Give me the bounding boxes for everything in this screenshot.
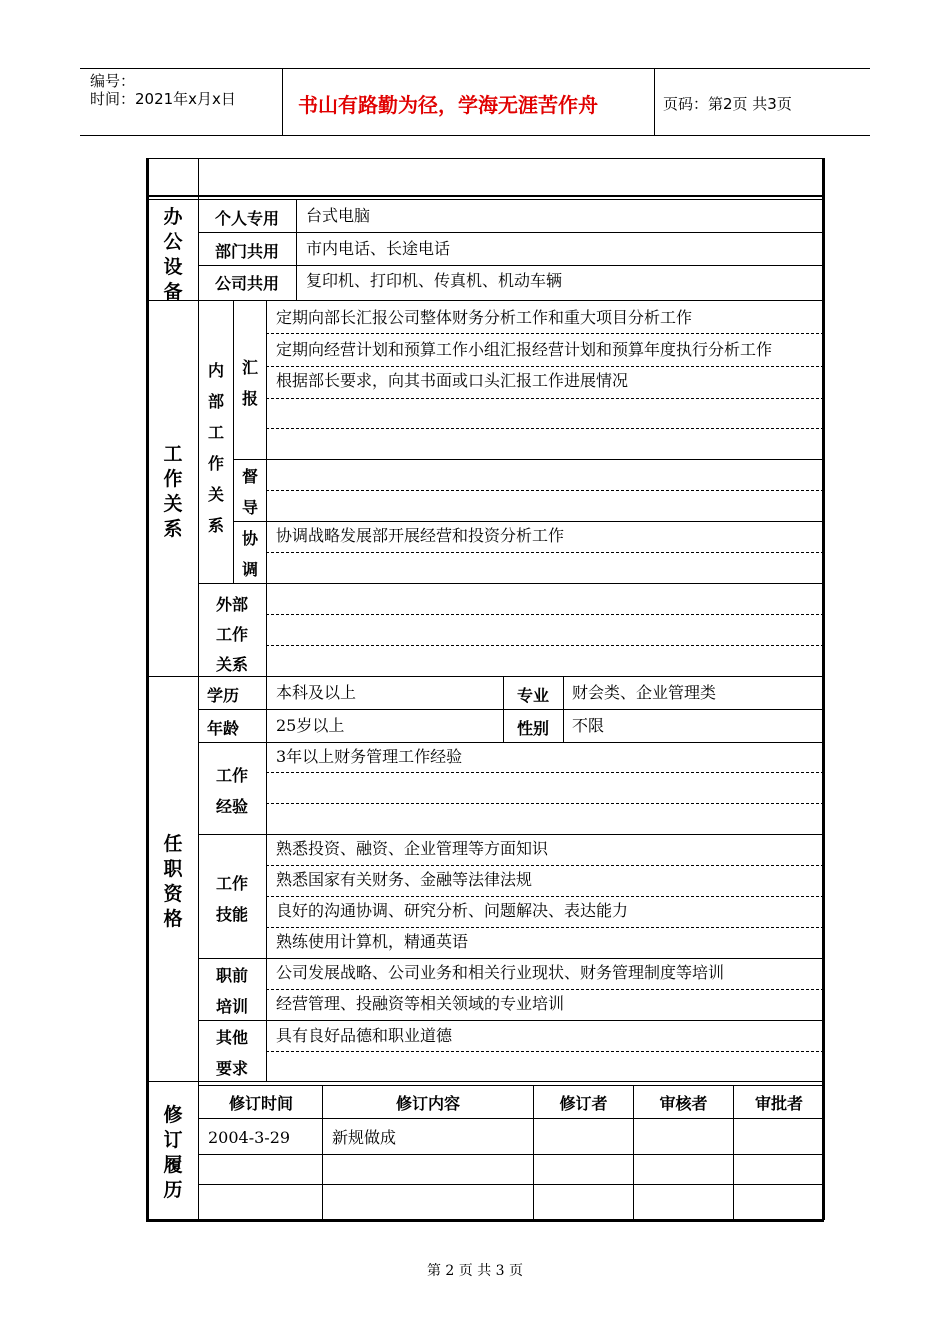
internal-relations-label (200, 355, 232, 541)
row-divider (146, 300, 824, 301)
training-item: 经营管理、投融资等相关领域的专业培训 (276, 994, 565, 1013)
skill-item: 熟悉国家有关财务、金融等法律法规 (276, 870, 533, 889)
dashed-rule (266, 333, 824, 334)
equipment-value-personal: 台式电脑 (306, 206, 371, 225)
revision-content-cell: 新规做成 (332, 1128, 397, 1147)
row-divider (198, 583, 824, 584)
gender-value: 不限 (572, 716, 605, 735)
row-divider (198, 1020, 824, 1021)
qualifications-section-label (150, 832, 196, 932)
revision-column-header: 修订时间 (228, 1094, 293, 1113)
vertical-label-char: 工 (163, 443, 183, 465)
vertical-label-char: 职 (163, 858, 183, 880)
page-footer: 第 2 页 共 3 页 (426, 1263, 524, 1279)
equipment-label-department: 部门共用 (214, 242, 279, 261)
vertical-label-char: 格 (163, 908, 183, 930)
work-relations-section-label (150, 442, 196, 542)
coordinate-item: 协调战略发展部开展经营和投资分析工作 (276, 526, 565, 545)
skill-item: 熟练使用计算机，精通英语 (276, 932, 469, 951)
row-divider (198, 265, 824, 266)
report-label (235, 352, 265, 414)
column-divider (266, 300, 267, 676)
age-value: 25岁以上 (276, 716, 345, 735)
vertical-label-char: 调 (241, 560, 258, 579)
row-divider (198, 709, 824, 710)
column-divider (233, 300, 234, 583)
revision-history-section-label (150, 1103, 196, 1203)
experience-item: 3年以上财务管理工作经验 (276, 747, 463, 766)
dashed-rule (266, 645, 824, 646)
row-divider (146, 1081, 824, 1082)
page-indicator: 页码：第2页 共3页 (663, 95, 792, 113)
table-left-border (146, 158, 149, 1220)
vertical-label-char: 公 (163, 231, 183, 253)
dashed-rule (266, 428, 824, 429)
revision-column-header: 审批者 (754, 1094, 803, 1113)
revision-column-header: 修订者 (559, 1094, 608, 1113)
vertical-label-char: 系 (163, 518, 183, 540)
vertical-label-char: 部 (207, 392, 224, 411)
dashed-rule (266, 490, 824, 491)
revision-column-header: 修订内容 (395, 1094, 460, 1113)
equipment-label-personal: 个人专用 (214, 209, 279, 228)
equipment-value-company: 复印机、打印机、传真机、机动车辆 (306, 271, 563, 290)
doc-time-label: 时间：2021年x月x日 (90, 90, 236, 108)
equipment-label-company: 公司共用 (214, 274, 279, 293)
dashed-rule (266, 927, 824, 928)
row-divider (198, 834, 824, 835)
vertical-label-char: 订 (163, 1129, 183, 1151)
dashed-rule (266, 398, 824, 399)
vertical-label-char: 修 (163, 1104, 183, 1126)
header-divider (654, 68, 655, 135)
header-bottom-rule (80, 135, 870, 136)
office-equipment-section-label (150, 205, 196, 305)
other-requirements-label: 其他 要求 (215, 1028, 248, 1078)
doc-number-label: 编号： (90, 72, 136, 90)
dashed-rule (266, 552, 824, 553)
header-top-rule (80, 68, 870, 69)
gender-label: 性别 (516, 719, 549, 738)
row-divider (146, 676, 824, 677)
vertical-label-char: 关 (207, 485, 224, 504)
vertical-label-char: 报 (241, 389, 258, 408)
table-right-border (822, 158, 825, 1220)
header-motto: 书山有路勤为径，学海无涯苦作舟 (298, 93, 598, 117)
education-label: 学历 (207, 686, 240, 705)
dashed-rule (266, 803, 824, 804)
equipment-value-department: 市内电话、长途电话 (306, 239, 451, 258)
other-requirement-item: 具有良好品德和职业道德 (276, 1026, 453, 1045)
age-label: 年龄 (207, 719, 240, 738)
row-divider (198, 1118, 824, 1119)
row-divider (198, 958, 824, 959)
dashed-rule (266, 1051, 824, 1052)
dashed-rule (266, 989, 824, 990)
skill-item: 熟悉投资、融资、企业管理等方面知识 (276, 839, 549, 858)
row-divider (233, 459, 824, 460)
revision-date-cell: 2004-3-29 (208, 1128, 291, 1147)
vertical-label-char: 工 (207, 423, 224, 442)
vertical-label-char: 任 (163, 833, 183, 855)
revision-column-header: 审核者 (659, 1094, 708, 1113)
vertical-label-char: 汇 (241, 358, 258, 377)
vertical-label-char: 作 (163, 468, 183, 490)
row-divider (198, 1184, 824, 1185)
dashed-rule (266, 772, 824, 773)
vertical-label-char: 作 (207, 454, 224, 473)
external-relations-label: 外部 工作 关系 (215, 595, 248, 674)
skill-item: 良好的沟通协调、研究分析、问题解决、表达能力 (276, 901, 629, 920)
row-divider (198, 742, 824, 743)
vertical-label-char: 历 (163, 1179, 183, 1201)
header-divider (282, 68, 283, 135)
education-value: 本科及以上 (276, 683, 357, 702)
report-item: 定期向经营计划和预算工作小组汇报经营计划和预算年度执行分析工作 (276, 340, 773, 359)
row-divider (146, 195, 824, 197)
vertical-label-char: 备 (163, 281, 183, 303)
vertical-label-char: 设 (163, 256, 183, 278)
skills-label: 工作 技能 (215, 874, 248, 924)
row-divider (198, 232, 824, 233)
major-value: 财会类、企业管理类 (572, 683, 717, 702)
row-divider (233, 521, 824, 522)
row-divider (198, 1085, 824, 1086)
dashed-rule (266, 366, 824, 367)
row-divider (198, 1154, 824, 1155)
dashed-rule (266, 896, 824, 897)
row-divider (146, 199, 824, 200)
dashed-rule (266, 614, 824, 615)
report-item: 根据部长要求，向其书面或口头汇报工作进展情况 (276, 371, 629, 390)
training-item: 公司发展战略、公司业务和相关行业现状、财务管理制度等培训 (276, 963, 725, 982)
column-divider (296, 199, 297, 300)
vertical-label-char: 内 (207, 361, 224, 380)
vertical-label-char: 导 (241, 498, 258, 517)
table-bottom-border (146, 1219, 824, 1222)
major-label: 专业 (516, 686, 549, 705)
dashed-rule (266, 865, 824, 866)
vertical-label-char: 履 (163, 1154, 183, 1176)
vertical-label-char: 督 (241, 467, 258, 486)
vertical-label-char: 资 (163, 883, 183, 905)
section-label-divider (198, 158, 199, 1220)
vertical-label-char: 系 (207, 516, 224, 535)
supervise-label (235, 461, 265, 523)
vertical-label-char: 协 (241, 529, 258, 548)
coordinate-label (235, 523, 265, 585)
table-top-border (146, 158, 824, 159)
vertical-label-char: 办 (163, 206, 183, 228)
vertical-label-char: 关 (163, 493, 183, 515)
experience-label: 工作 经验 (215, 766, 248, 816)
report-item: 定期向部长汇报公司整体财务分析工作和重大项目分析工作 (276, 308, 693, 327)
training-label: 职前 培训 (215, 966, 248, 1016)
